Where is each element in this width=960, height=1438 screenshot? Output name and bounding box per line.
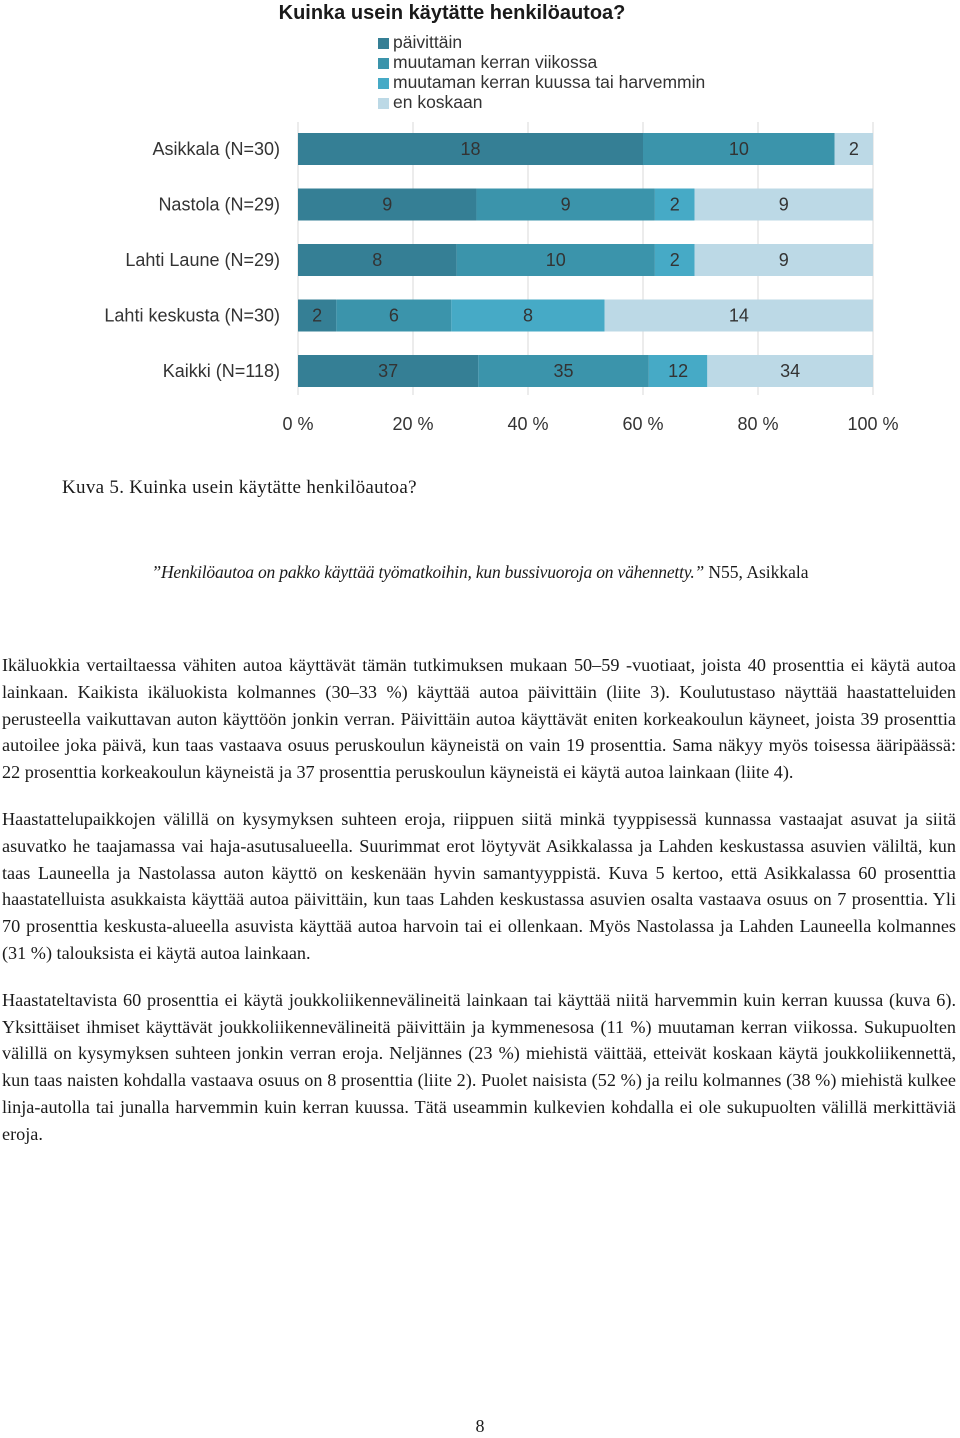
category-label: Nastola (N=29) xyxy=(158,194,280,215)
x-tick-label: 0 % xyxy=(282,414,314,434)
value-label: 10 xyxy=(545,250,566,270)
quote xyxy=(0,562,960,583)
legend-swatch xyxy=(378,78,389,89)
x-tick-label: 40 % xyxy=(507,414,549,434)
value-label: 2 xyxy=(669,194,680,215)
quote-text: ”Henkilöautoa on pakko käyttää työmatkoihin, kun bussivuoroja on vähennetty.” xyxy=(151,562,705,582)
legend-label: muutaman kerran kuussa tai harvemmin xyxy=(393,72,706,92)
usage-chart xyxy=(0,0,960,450)
legend-swatch xyxy=(378,58,389,69)
value-label: 34 xyxy=(780,361,801,381)
category-label: Asikkala (N=30) xyxy=(152,139,280,159)
value-label: 14 xyxy=(728,305,749,326)
value-label: 2 xyxy=(669,250,680,270)
value-label: 9 xyxy=(778,250,789,270)
x-tick-label: 60 % xyxy=(622,414,664,434)
body-text xyxy=(2,652,956,1168)
chart-legend xyxy=(378,32,705,112)
paragraph: Ikäluokkia vertailtaessa vähiten autoa käyttävät tämän tutkimuksen mukaan 50–59 -vuotiaat, joista 40 prosenttia ei käytä autoa lainkaan. Kaikista ikäluokista kolmannes (30–33 %) käyttää autoa päivittäin (liite 3). Koulutustaso näyttää haastatteluiden perusteella vaikuttavan auton käyttöön jonkin verran. Päivittäin autoa käyttävät eniten korkeakoulun käyneet, joista 39 prosenttia autoilee joka päivä, kun taas vastaava osuus peruskoulun käyneistä on vain 19 prosenttia. Sama näkyy myös toisessa ääripäässä: 22 prosenttia korkeakoulun käyneistä ja 37 prosenttia peruskoulun käyneistä ei käytä autoa lainkaan (liite 4). xyxy=(2,655,956,783)
x-axis-ticks xyxy=(282,414,898,434)
legend-label: en koskaan xyxy=(393,92,483,112)
legend-label: päivittäin xyxy=(393,32,463,52)
x-tick-label: 20 % xyxy=(392,414,434,434)
category-label: Kaikki (N=118) xyxy=(162,361,280,381)
value-label: 8 xyxy=(522,305,534,326)
value-label: 37 xyxy=(378,361,399,381)
paragraph: Haastateltavista 60 prosenttia ei käytä joukkoliikennevälineitä lainkaan tai käyttää niitä harvemmin kuin kerran kuussa (kuva 6). Yksittäiset ihmiset käyttävät joukkoliikennevälineitä päivittäin ja kymmenesosa (11 %) muutaman kerran viikossa. Sukupuolten välillä on kysymyksen suhteen jonkin verran eroja. Neljännes (23 %) miehistä väittää, etteivät koskaan käytä joukkoliikennettä, kun taas naisten kohdalla vastaava osuus on 8 prosenttia (liite 2). Puolet naisista (52 %) ja reilu kolmannes (38 %) miehistä kulkee linja-autolla tai junalla harvemmin kuin kerran kuussa. Tätä useammin kulkevien kohdalla ei ole sukupuolten välillä merkittäviä eroja. xyxy=(2,989,956,1144)
value-label: 2 xyxy=(848,139,859,159)
value-label: 18 xyxy=(460,139,481,159)
x-tick-label: 100 % xyxy=(847,414,899,434)
value-label: 9 xyxy=(382,194,393,215)
quote-attribution: N55, Asikkala xyxy=(708,562,809,582)
legend-swatch xyxy=(378,98,389,109)
category-label: Lahti keskusta (N=30) xyxy=(104,305,280,326)
page-number: 8 xyxy=(475,1416,485,1436)
value-label: 10 xyxy=(728,139,749,159)
value-label: 6 xyxy=(388,305,399,326)
paragraph: Haastattelupaikkojen välillä on kysymyksen suhteen eroja, riippuen siitä minkä tyyppisessä kunnassa vastaajat asuvat ja siitä asuvatko he taajamassa vai haja-asutusalueella. Suurimmat erot löytyvät Asikkalassa ja Lahden keskustassa asuvien väliltä, kun taas Launeella ja Nastolassa auton käyttö on keskenään hyvin samantyyppistä. Kuva 5 kertoo, että Asikkalassa 60 prosenttia haastatelluista asukkaista käyttää autoa päivittäin, kun taas Lahden keskustassa asuvien osalta vastaava osuus on 7 prosenttia. Yli 70 prosenttia keskusta-alueella asuvista käyttää autoa harvoin tai ei ollenkaan. Myös Nastolassa ja Lahden Launeella kolmannes (31 %) talouksista ei käytä autoa lainkaan. xyxy=(2,808,956,963)
x-tick-label: 80 % xyxy=(737,414,779,434)
figure-caption: Kuva 5. Kuinka usein käytätte henkilöautoa? xyxy=(62,477,417,498)
chart-title: Kuinka usein käytätte henkilöautoa? xyxy=(278,2,626,24)
value-label: 12 xyxy=(668,361,689,381)
value-label: 9 xyxy=(560,194,571,215)
value-label: 8 xyxy=(372,250,383,270)
value-label: 9 xyxy=(778,194,789,215)
value-label: 2 xyxy=(312,305,323,326)
legend-label: muutaman kerran viikossa xyxy=(393,52,598,72)
category-labels xyxy=(104,139,280,381)
value-label: 35 xyxy=(553,361,574,381)
category-label: Lahti Laune (N=29) xyxy=(125,250,280,270)
legend-swatch xyxy=(378,38,389,49)
